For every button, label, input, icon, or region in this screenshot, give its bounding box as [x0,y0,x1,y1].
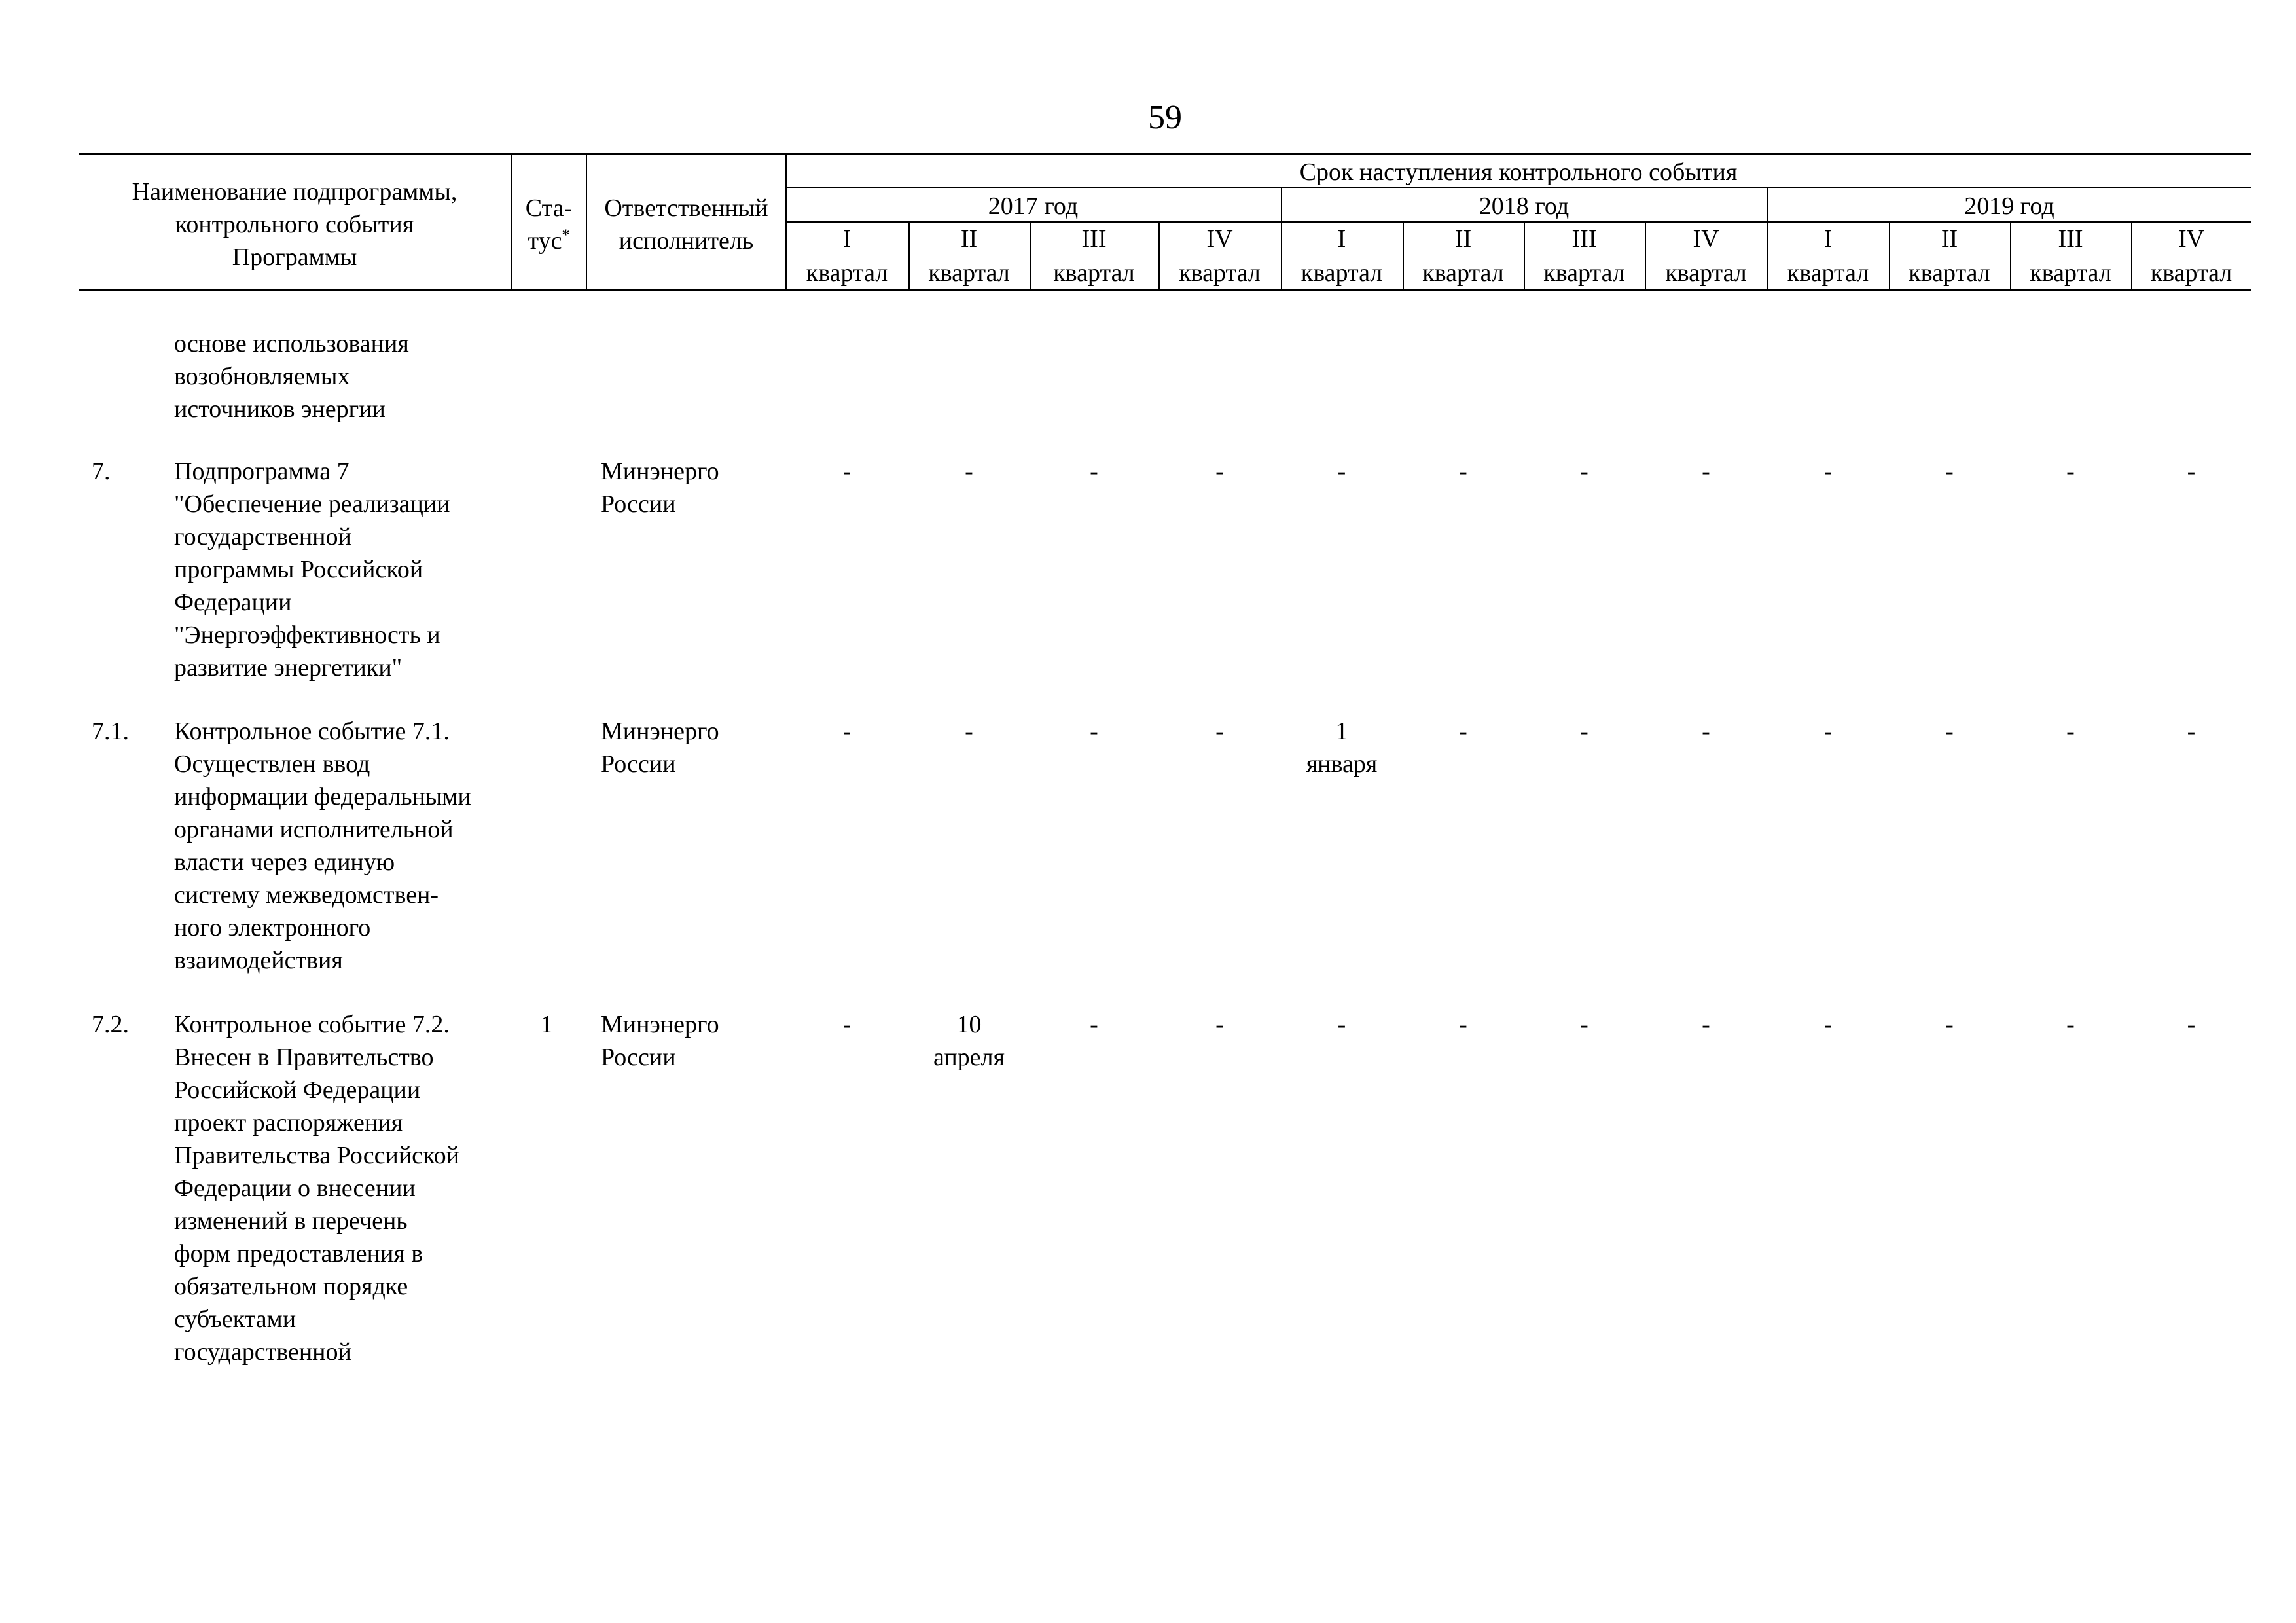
header-responsible-line-1: Ответственный [604,194,768,222]
quarter-numeral: II [1941,225,1958,253]
row-quarter-value: - [1580,718,1588,745]
quarter-numeral: IV [1206,225,1233,253]
row-quarter-value: - [2187,458,2196,485]
quarter-numeral: I [1823,225,1833,253]
quarter-numeral: II [960,225,978,253]
quarter-word: квартал [2150,259,2233,287]
row-quarter-value: - [1702,458,1710,485]
quarter-numeral: III [1571,225,1597,253]
quarter-numeral: IV [2178,225,2205,253]
quarter-word: квартал [1179,259,1261,287]
row-quarter-value: - [842,458,852,485]
page-number: 59 [1148,99,1182,136]
quarter-numeral: I [842,225,852,253]
row-quarter-value: - [2066,1011,2075,1038]
row-quarter-value: - [1215,1011,1224,1038]
row-quarter-value: - [2066,718,2075,745]
header-year-2017: 2017 год [988,192,1079,220]
row-quarter-value: 10 апреля [933,1011,1005,1071]
row-quarter-value: - [1215,718,1224,745]
quarter-word: квартал [806,259,888,287]
row-quarter-value: - [1580,1011,1588,1038]
quarter-numeral: IV [1693,225,1719,253]
header-status-asterisk: * [562,227,570,244]
row-quarter-value: 1 января [1306,718,1378,778]
row-quarter-value: - [1459,718,1467,745]
row-responsible: Минэнерго России [601,1011,719,1071]
row-name: основе использования возобновляемых источников энергии [174,330,409,423]
row-quarter-value: - [2187,718,2196,745]
row-quarter-value: - [965,718,973,745]
row-quarter-value: - [1702,718,1710,745]
row-quarter-value: - [1823,1011,1833,1038]
quarter-word: квартал [1053,259,1135,287]
row-quarter-value: - [1823,458,1833,485]
row-quarter-value: - [965,458,973,485]
quarter-word: квартал [2030,259,2111,287]
row-quarter-value: - [1580,458,1588,485]
row-name: Контрольное событие 7.2. Внесен в Правительство Российской Федерации проект распоряжения Правительства Российской Федерации о внесении изменений в перечень форм предоставления в обязательном порядке субъектами государственной [174,1011,459,1366]
header-year-2019: 2019 год [1964,192,2054,220]
row-quarter-value: - [1823,718,1833,745]
header-year-2018: 2018 год [1479,192,1570,220]
quarter-word: квартал [928,259,1010,287]
header-status-word: тус [528,227,562,255]
header-deadline-title: Срок наступления контрольного события [1299,158,1738,186]
quarter-word: квартал [1787,259,1869,287]
quarter-word: квартал [1422,259,1504,287]
quarter-numeral: I [1337,225,1346,253]
row-responsible: Минэнерго России [601,458,719,518]
row-number: 7. [92,458,111,485]
row-quarter-value: - [1090,1011,1098,1038]
quarter-word: квартал [1543,259,1625,287]
quarter-word: квартал [1665,259,1747,287]
header-name-line-1: Наименование подпрограммы, [132,178,457,206]
row-number: 7.1. [92,718,129,745]
row-status: 1 [540,1011,553,1038]
quarter-numeral: III [1081,225,1107,253]
row-quarter-value: - [1090,718,1098,745]
row-name: Контрольное событие 7.1. Осуществлен ввод информации федеральными органами исполнительной власти через единую систему межведомствен- ного электронного взаимодействия [174,718,471,974]
row-quarter-value: - [2187,1011,2196,1038]
header-responsible-line-2: исполнитель [619,227,754,255]
header-top-rule [79,153,2251,155]
row-quarter-value: - [1215,458,1224,485]
header-status-line-2 [512,225,586,257]
row-responsible: Минэнерго России [601,718,719,778]
row-quarter-value: - [1090,458,1098,485]
row-quarter-value: - [842,1011,852,1038]
row-quarter-value: - [1337,458,1346,485]
row-quarter-value: - [1337,1011,1346,1038]
row-number: 7.2. [92,1011,129,1038]
row-quarter-value: - [1459,1011,1467,1038]
header-name-line-3: Программы [232,244,357,271]
quarter-word: квартал [1909,259,1990,287]
row-quarter-value: - [842,718,852,745]
row-quarter-value: - [1945,458,1954,485]
row-quarter-value: - [1702,1011,1710,1038]
row-quarter-value: - [1945,718,1954,745]
row-quarter-value: - [2066,458,2075,485]
row-name: Подпрограмма 7 "Обеспечение реализации государственной программы Российской Федерации "Энергоэффективность и развитие энергетики" [174,458,450,682]
row-quarter-value: - [1945,1011,1954,1038]
header-status-line-1: Ста- [525,194,573,222]
header-name-line-2: контрольного события [175,211,414,238]
quarter-word: квартал [1300,259,1383,287]
row-quarter-value: - [1459,458,1467,485]
quarter-numeral: II [1454,225,1472,253]
quarter-numeral: III [2058,225,2083,253]
